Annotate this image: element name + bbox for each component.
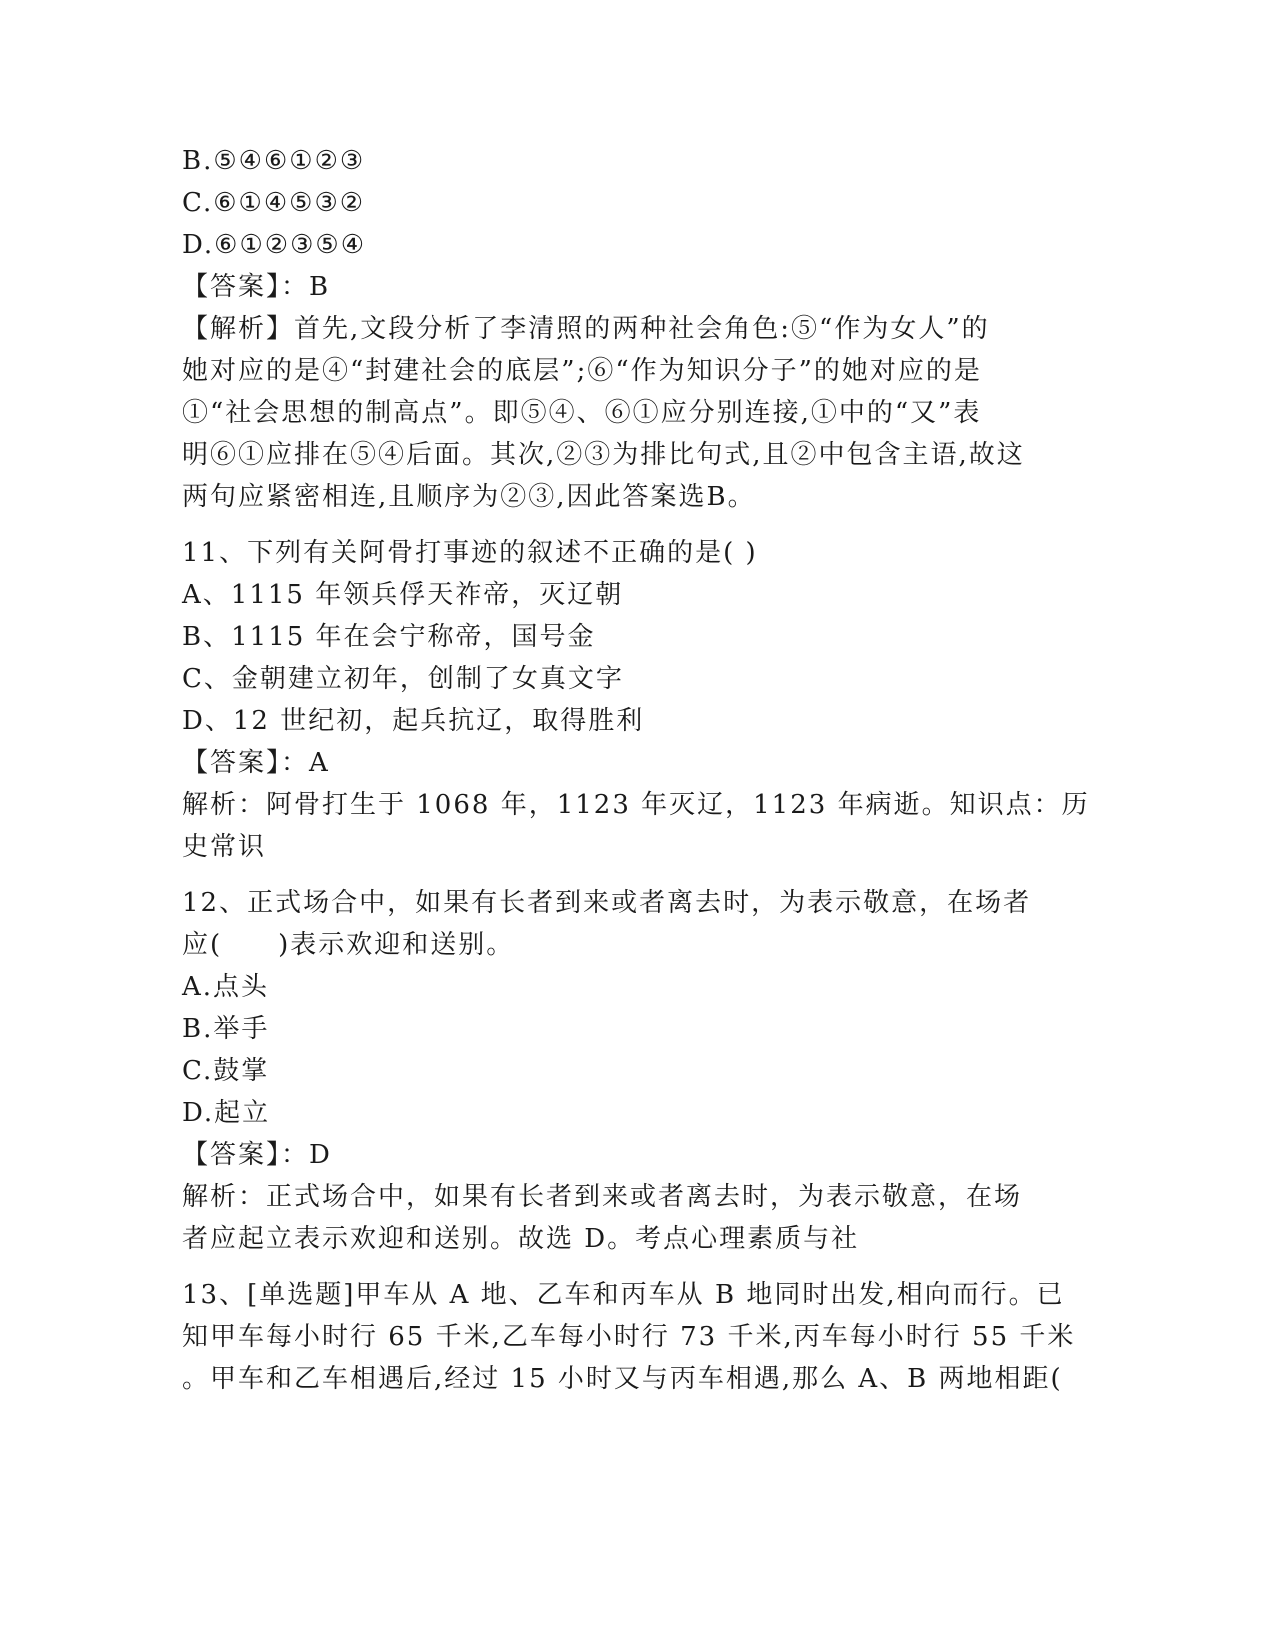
q10-analysis-line-1: 【解析】首先,文段分析了李清照的两种社会角色:⑤“作为女人”的 <box>182 314 990 344</box>
q12-answer: 【答案】：D <box>182 1140 332 1170</box>
q11-option-c: C、金朝建立初年，创制了女真文字 <box>182 664 624 694</box>
q10-analysis-line-5: 两句应紧密相连,且顺序为②③,因此答案选B。 <box>182 482 756 512</box>
q11-option-b: B、1115 年在会宁称帝，国号金 <box>182 622 596 652</box>
q12-option-c: C.鼓掌 <box>182 1056 270 1086</box>
q10-analysis-line-2: 她对应的是④“封建社会的底层”;⑥“作为知识分子”的她对应的是 <box>182 356 982 386</box>
q11-option-a: A、1115 年领兵俘天祚帝，灭辽朝 <box>182 580 624 610</box>
q10-analysis-line-4: 明⑥①应排在⑤④后面。其次,②③为排比句式,且②中包含主语,故这 <box>182 440 1025 470</box>
q11-option-d: D、12 世纪初，起兵抗辽，取得胜利 <box>182 706 645 736</box>
q10-option-b: B.⑤④⑥①②③ <box>182 146 366 176</box>
q12-analysis-line-1: 解析：正式场合中，如果有长者到来或者离去时，为表示敬意，在场 <box>182 1182 1023 1212</box>
q13-question-line-1: 13、[单选题]甲车从 A 地、乙车和丙车从 B 地同时出发,相向而行。已 <box>182 1280 1065 1310</box>
q12-question-line-2: 应( )表示欢迎和送别。 <box>182 930 515 960</box>
q12-option-b: B.举手 <box>182 1014 270 1044</box>
q10-option-c: C.⑥①④⑤③② <box>182 188 366 218</box>
q13-question-line-2: 知甲车每小时行 65 千米,乙车每小时行 73 千米,丙车每小时行 55 千米 <box>182 1322 1076 1352</box>
q11-analysis-line-1: 解析：阿骨打生于 1068 年，1123 年灭辽，1123 年病逝。知识点：历 <box>182 790 1090 820</box>
section-gap <box>182 518 1082 532</box>
q10-option-d: D.⑥①②③⑤④ <box>182 230 367 260</box>
q12-option-a: A.点头 <box>182 972 270 1002</box>
q11-analysis-line-2: 史常识 <box>182 832 267 862</box>
section-gap <box>182 868 1082 882</box>
document-page <box>182 140 1090 1400</box>
q13-question-line-3: 。甲车和乙车相遇后,经过 15 小时又与丙车相遇,那么 A、B 两地相距( <box>182 1364 1063 1394</box>
q12-question-line-1: 12、正式场合中，如果有长者到来或者离去时，为表示敬意，在场者 <box>182 888 1032 918</box>
q10-answer: 【答案】：B <box>182 272 331 302</box>
q11-answer: 【答案】：A <box>182 748 330 778</box>
q12-analysis-line-2: 者应起立表示欢迎和送别。故选 D。考点心理素质与社 <box>182 1224 860 1254</box>
q10-analysis-line-3: ①“社会思想的制高点”。即⑤④、⑥①应分别连接,①中的“又”表 <box>182 398 982 428</box>
q11-question: 11、下列有关阿骨打事迹的叙述不正确的是( ) <box>182 538 758 568</box>
section-gap <box>182 1260 1082 1274</box>
q12-option-d: D.起立 <box>182 1098 271 1128</box>
